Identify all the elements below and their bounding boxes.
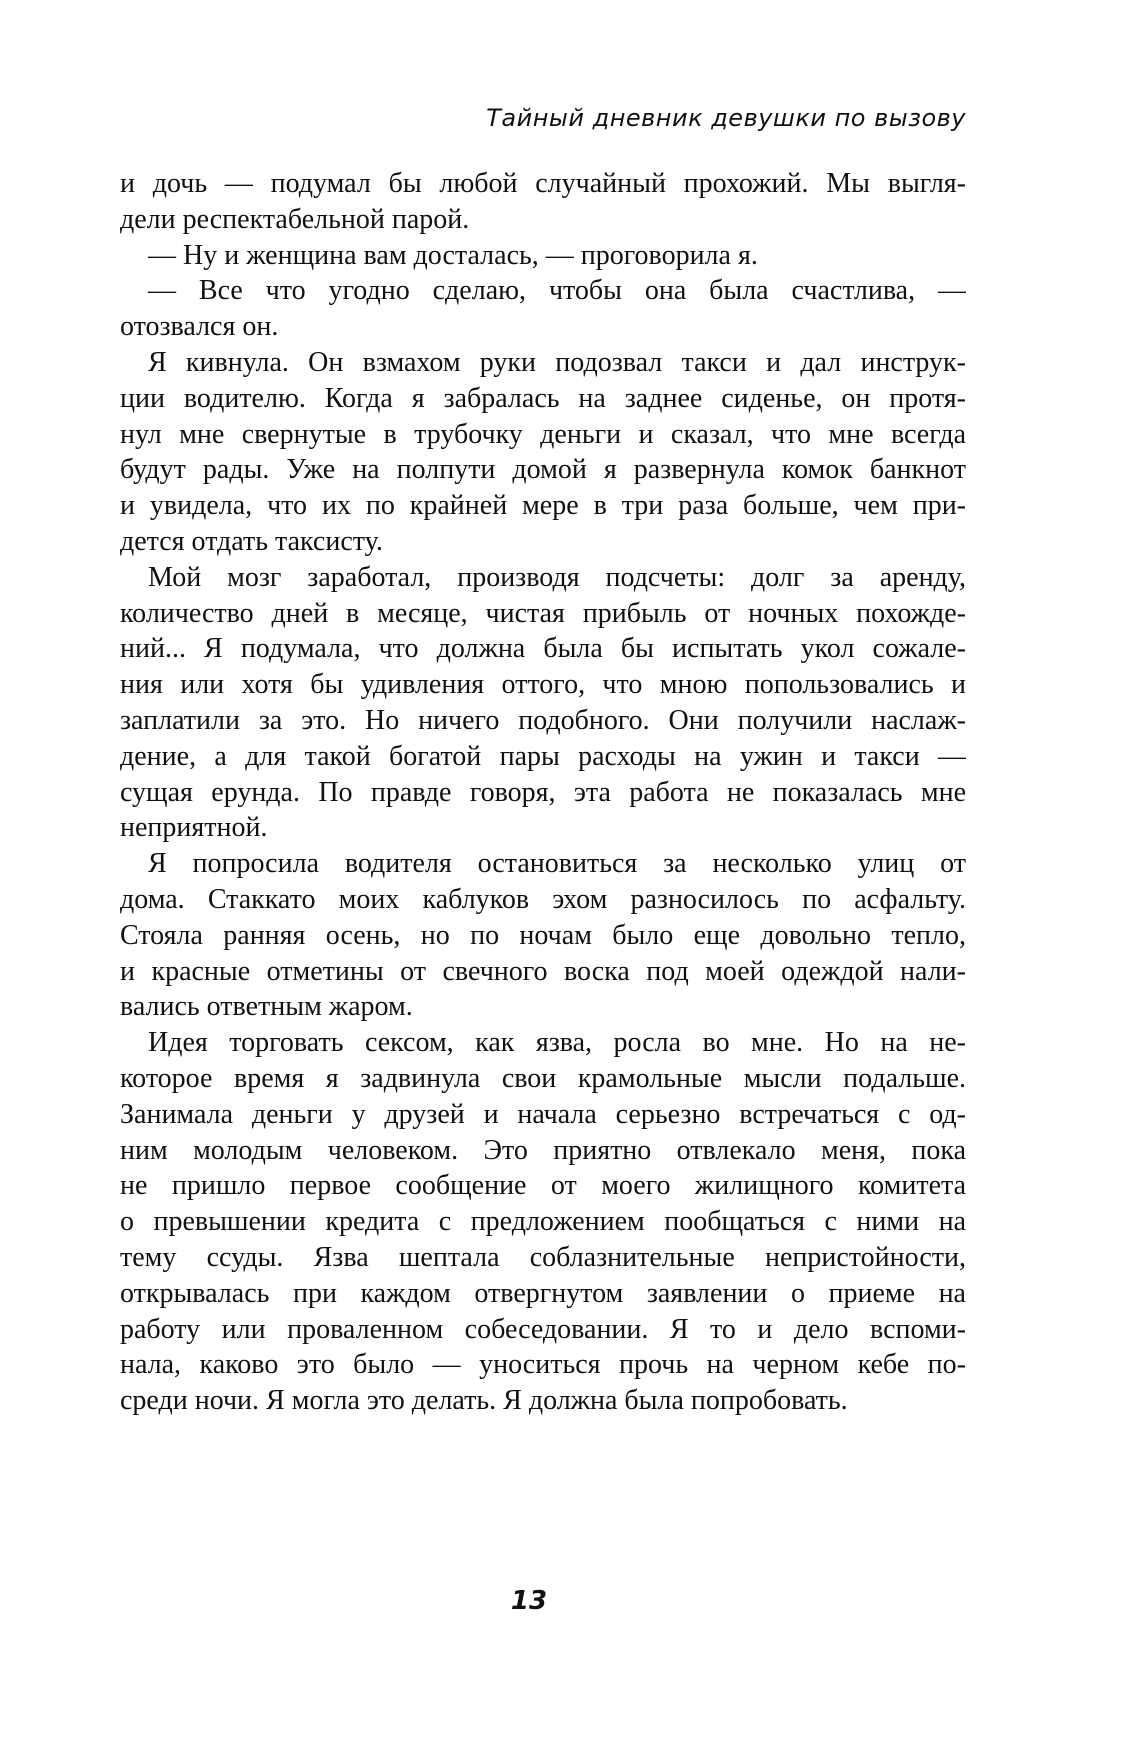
text-line: работу или проваленном собеседовании. Я то и дело вспоми- (120, 1313, 966, 1345)
text-line: Стояла ранняя осень, но по ночам было еще довольно тепло, (120, 919, 966, 951)
text-line: нала, каково это было — уноситься прочь на черном кебе по- (120, 1349, 966, 1381)
text-line: — Все что угодно сделаю, чтобы она была счастлива, — (148, 275, 966, 307)
text-line: которое время я задвинула свои крамольные мысли подальше. (120, 1062, 966, 1094)
body-text (120, 166, 966, 1419)
text-line: и дочь — подумал бы любой случайный прохожий. Мы выгля- (120, 168, 966, 199)
text-line: и красные отметины от свечного воска под моей одеждой нали- (120, 955, 966, 987)
text-line: заплатили за это. Но ничего подобного. Они получили наслаж- (120, 704, 966, 736)
text-line: — Ну и женщина вам досталась, — проговорила я. (148, 239, 758, 271)
paragraph (120, 273, 966, 345)
text-line: отозвался он. (120, 311, 279, 343)
text-line: не пришло первое сообщение от моего жилищного комитета (120, 1170, 966, 1202)
text-line: Я попросила водителя остановиться за несколько улиц от (148, 848, 966, 880)
text-line: дение, а для такой богатой пары расходы на ужин и такси — (120, 740, 966, 772)
text-line: тему ссуды. Язва шептала соблазнительные непристойности, (120, 1241, 966, 1273)
text-line: ния или хотя бы удивления оттого, что мною попользовались и (120, 669, 966, 701)
text-line: открывалась при каждом отвергнутом заявлении о приеме на (120, 1277, 966, 1309)
paragraph (120, 560, 966, 846)
running-header: Тайный дневник девушки по вызову (486, 104, 966, 132)
text-line: неприятной. (120, 812, 268, 844)
text-line: Я кивнула. Он взмахом руки подозвал такси и дал инструк- (148, 346, 966, 378)
text-line: дется отдать таксисту. (120, 525, 383, 557)
paragraph (120, 846, 966, 1025)
text-line: ний... Я подумала, что должна была бы испытать укол сожале- (120, 633, 966, 665)
paragraph (120, 166, 966, 238)
paragraph (120, 238, 966, 274)
text-line: ции водителю. Когда я забралась на заднее сиденье, он протя- (120, 382, 966, 414)
text-line: Идея торговать сексом, как язва, росла во мне. Но на не- (148, 1027, 966, 1059)
text-line: вались ответным жаром. (120, 991, 413, 1023)
text-line: и увидела, что их по крайней мере в три раза больше, чем при- (120, 490, 966, 522)
text-line: будут рады. Уже на полпути домой я развернула комок банкнот (120, 454, 966, 486)
paragraph (120, 1025, 966, 1419)
text-line: Занимала деньги у друзей и начала серьезно встречаться с од- (120, 1098, 966, 1130)
paragraph (120, 345, 966, 560)
text-line: дома. Стаккато моих каблуков эхом разносилось по асфальту. (120, 883, 966, 915)
text-line: о превышении кредита с предложением пообщаться с ними на (120, 1206, 966, 1238)
text-line: среди ночи. Я могла это делать. Я должна была попробовать. (120, 1385, 848, 1417)
text-line: Мой мозг заработал, производя подсчеты: долг за аренду, (148, 561, 966, 593)
text-line: количество дней в месяце, чистая прибыль от ночных похожде- (120, 597, 966, 629)
text-line: дели респектабельной парой. (120, 203, 470, 235)
page-number: 13 (510, 1586, 548, 1616)
text-line: сущая ерунда. По правде говоря, эта работа не показалась мне (120, 776, 966, 808)
text-line: ним молодым человеком. Это приятно отвлекало меня, пока (120, 1134, 966, 1166)
text-line: нул мне свернутые в трубочку деньги и сказал, что мне всегда (120, 418, 966, 450)
